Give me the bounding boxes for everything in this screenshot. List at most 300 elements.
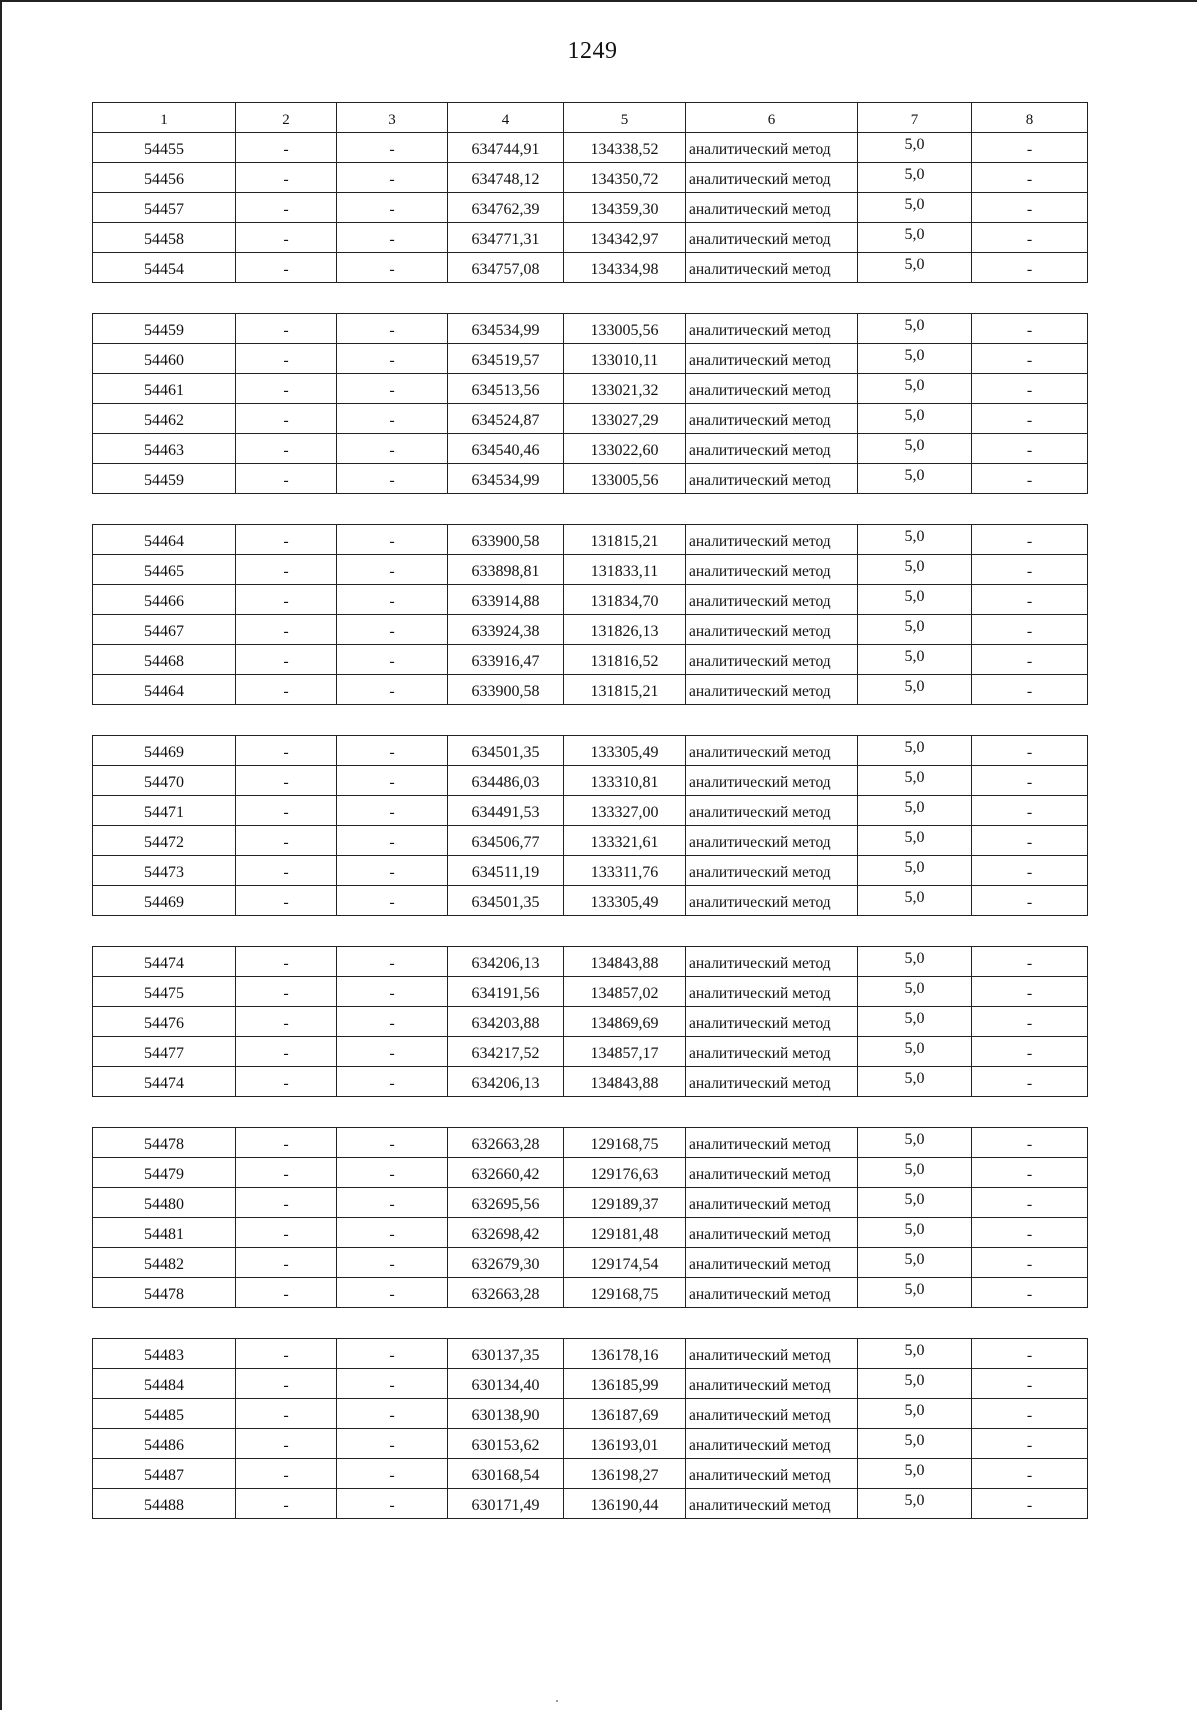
col8-cell: - (972, 585, 1088, 615)
col8-cell: - (972, 796, 1088, 826)
accuracy-cell: 5,0 (858, 1429, 972, 1459)
x-coordinate-cell: 632660,42 (448, 1158, 564, 1188)
col2-cell: - (236, 163, 337, 193)
col8-cell: - (972, 133, 1088, 163)
col3-cell: - (337, 1188, 448, 1218)
col3-cell: - (337, 947, 448, 977)
col2-cell: - (236, 344, 337, 374)
col8-cell: - (972, 1007, 1088, 1037)
y-coordinate-cell: 133005,56 (564, 314, 686, 344)
table-row (93, 796, 1088, 826)
x-coordinate-cell: 633924,38 (448, 615, 564, 645)
col8-cell: - (972, 1489, 1088, 1519)
method-cell: аналитический метод (686, 947, 858, 977)
table-row (93, 826, 1088, 856)
col8-cell: - (972, 163, 1088, 193)
col3-cell: - (337, 374, 448, 404)
point-number-cell: 54484 (93, 1369, 236, 1399)
column-header: 5 (564, 103, 686, 133)
method-cell: аналитический метод (686, 374, 858, 404)
col3-cell: - (337, 1459, 448, 1489)
x-coordinate-cell: 632698,42 (448, 1218, 564, 1248)
col2-cell: - (236, 1007, 337, 1037)
x-coordinate-cell: 634757,08 (448, 253, 564, 283)
col3-cell: - (337, 1489, 448, 1519)
method-cell: аналитический метод (686, 1489, 858, 1519)
col2-cell: - (236, 193, 337, 223)
accuracy-cell: 5,0 (858, 1399, 972, 1429)
col2-cell: - (236, 133, 337, 163)
method-cell: аналитический метод (686, 856, 858, 886)
col2-cell: - (236, 1369, 337, 1399)
point-number-cell: 54465 (93, 555, 236, 585)
col8-cell: - (972, 947, 1088, 977)
col2-cell: - (236, 645, 337, 675)
table-row (93, 1218, 1088, 1248)
y-coordinate-cell: 134334,98 (564, 253, 686, 283)
col8-cell: - (972, 464, 1088, 494)
table-row (93, 736, 1088, 766)
table-row (93, 163, 1088, 193)
col2-cell: - (236, 856, 337, 886)
accuracy-cell: 5,0 (858, 464, 972, 494)
point-number-cell: 54468 (93, 645, 236, 675)
y-coordinate-cell: 133311,76 (564, 856, 686, 886)
col3-cell: - (337, 1429, 448, 1459)
x-coordinate-cell: 630134,40 (448, 1369, 564, 1399)
accuracy-cell: 5,0 (858, 253, 972, 283)
table-row (93, 314, 1088, 344)
y-coordinate-cell: 136187,69 (564, 1399, 686, 1429)
table-row (93, 1037, 1088, 1067)
y-coordinate-cell: 133305,49 (564, 886, 686, 916)
col3-cell: - (337, 856, 448, 886)
accuracy-cell: 5,0 (858, 223, 972, 253)
accuracy-cell: 5,0 (858, 736, 972, 766)
y-coordinate-cell: 134342,97 (564, 223, 686, 253)
col2-cell: - (236, 314, 337, 344)
x-coordinate-cell: 634748,12 (448, 163, 564, 193)
col3-cell: - (337, 404, 448, 434)
x-coordinate-cell: 634206,13 (448, 1067, 564, 1097)
table-row (93, 585, 1088, 615)
table-row (93, 977, 1088, 1007)
method-cell: аналитический метод (686, 253, 858, 283)
point-number-cell: 54488 (93, 1489, 236, 1519)
col2-cell: - (236, 1158, 337, 1188)
y-coordinate-cell: 133022,60 (564, 434, 686, 464)
col2-cell: - (236, 1339, 337, 1369)
method-cell: аналитический метод (686, 223, 858, 253)
accuracy-cell: 5,0 (858, 133, 972, 163)
accuracy-cell: 5,0 (858, 344, 972, 374)
accuracy-cell: 5,0 (858, 374, 972, 404)
col8-cell: - (972, 1459, 1088, 1489)
table-row (93, 645, 1088, 675)
x-coordinate-cell: 634206,13 (448, 947, 564, 977)
col3-cell: - (337, 555, 448, 585)
point-number-cell: 54461 (93, 374, 236, 404)
y-coordinate-cell: 131826,13 (564, 615, 686, 645)
point-number-cell: 54480 (93, 1188, 236, 1218)
accuracy-cell: 5,0 (858, 1339, 972, 1369)
accuracy-cell: 5,0 (858, 645, 972, 675)
method-cell: аналитический метод (686, 1037, 858, 1067)
table-block (92, 313, 1088, 494)
method-cell: аналитический метод (686, 1339, 858, 1369)
point-number-cell: 54459 (93, 314, 236, 344)
point-number-cell: 54457 (93, 193, 236, 223)
point-number-cell: 54474 (93, 1067, 236, 1097)
col3-cell: - (337, 736, 448, 766)
table-header-row (93, 103, 1088, 133)
method-cell: аналитический метод (686, 1158, 858, 1188)
table-row (93, 1369, 1088, 1399)
col3-cell: - (337, 1067, 448, 1097)
col2-cell: - (236, 1278, 337, 1308)
x-coordinate-cell: 634203,88 (448, 1007, 564, 1037)
point-number-cell: 54460 (93, 344, 236, 374)
point-number-cell: 54464 (93, 675, 236, 705)
page-number: 1249 (567, 38, 618, 64)
col2-cell: - (236, 1218, 337, 1248)
col2-cell: - (236, 525, 337, 555)
col3-cell: - (337, 314, 448, 344)
table-row (93, 1128, 1088, 1158)
col3-cell: - (337, 675, 448, 705)
col2-cell: - (236, 675, 337, 705)
col3-cell: - (337, 645, 448, 675)
col3-cell: - (337, 1007, 448, 1037)
x-coordinate-cell: 634217,52 (448, 1037, 564, 1067)
point-number-cell: 54454 (93, 253, 236, 283)
table-row (93, 434, 1088, 464)
table-row (93, 1489, 1088, 1519)
x-coordinate-cell: 633900,58 (448, 525, 564, 555)
table-row (93, 223, 1088, 253)
col2-cell: - (236, 615, 337, 645)
method-cell: аналитический метод (686, 826, 858, 856)
y-coordinate-cell: 133327,00 (564, 796, 686, 826)
method-cell: аналитический метод (686, 796, 858, 826)
col2-cell: - (236, 1248, 337, 1278)
table-row (93, 374, 1088, 404)
col2-cell: - (236, 886, 337, 916)
y-coordinate-cell: 134359,30 (564, 193, 686, 223)
accuracy-cell: 5,0 (858, 193, 972, 223)
x-coordinate-cell: 633900,58 (448, 675, 564, 705)
y-coordinate-cell: 133305,49 (564, 736, 686, 766)
col8-cell: - (972, 1067, 1088, 1097)
col8-cell: - (972, 1158, 1088, 1188)
table-row (93, 1278, 1088, 1308)
method-cell: аналитический метод (686, 675, 858, 705)
col3-cell: - (337, 1399, 448, 1429)
x-coordinate-cell: 634501,35 (448, 886, 564, 916)
col3-cell: - (337, 434, 448, 464)
y-coordinate-cell: 133021,32 (564, 374, 686, 404)
x-coordinate-cell: 634744,91 (448, 133, 564, 163)
y-coordinate-cell: 134857,17 (564, 1037, 686, 1067)
x-coordinate-cell: 632663,28 (448, 1128, 564, 1158)
method-cell: аналитический метод (686, 1128, 858, 1158)
col8-cell: - (972, 525, 1088, 555)
col3-cell: - (337, 223, 448, 253)
method-cell: аналитический метод (686, 645, 858, 675)
col2-cell: - (236, 947, 337, 977)
col2-cell: - (236, 1188, 337, 1218)
col8-cell: - (972, 1339, 1088, 1369)
method-cell: аналитический метод (686, 1399, 858, 1429)
col3-cell: - (337, 464, 448, 494)
y-coordinate-cell: 129181,48 (564, 1218, 686, 1248)
accuracy-cell: 5,0 (858, 796, 972, 826)
point-number-cell: 54471 (93, 796, 236, 826)
accuracy-cell: 5,0 (858, 886, 972, 916)
point-number-cell: 54486 (93, 1429, 236, 1459)
accuracy-cell: 5,0 (858, 615, 972, 645)
x-coordinate-cell: 634191,56 (448, 977, 564, 1007)
y-coordinate-cell: 134843,88 (564, 1067, 686, 1097)
col3-cell: - (337, 796, 448, 826)
col8-cell: - (972, 223, 1088, 253)
col8-cell: - (972, 374, 1088, 404)
accuracy-cell: 5,0 (858, 1489, 972, 1519)
col2-cell: - (236, 796, 337, 826)
col8-cell: - (972, 615, 1088, 645)
method-cell: аналитический метод (686, 314, 858, 344)
y-coordinate-cell: 133321,61 (564, 826, 686, 856)
col2-cell: - (236, 1429, 337, 1459)
y-coordinate-cell: 131815,21 (564, 675, 686, 705)
point-number-cell: 54475 (93, 977, 236, 1007)
y-coordinate-cell: 129168,75 (564, 1278, 686, 1308)
x-coordinate-cell: 633916,47 (448, 645, 564, 675)
x-coordinate-cell: 630153,62 (448, 1429, 564, 1459)
y-coordinate-cell: 131816,52 (564, 645, 686, 675)
y-coordinate-cell: 133027,29 (564, 404, 686, 434)
table-row (93, 1248, 1088, 1278)
accuracy-cell: 5,0 (858, 525, 972, 555)
col3-cell: - (337, 1218, 448, 1248)
method-cell: аналитический метод (686, 133, 858, 163)
col8-cell: - (972, 856, 1088, 886)
point-number-cell: 54476 (93, 1007, 236, 1037)
scan-artifact-dot (556, 1700, 558, 1702)
col2-cell: - (236, 434, 337, 464)
method-cell: аналитический метод (686, 1188, 858, 1218)
method-cell: аналитический метод (686, 1429, 858, 1459)
coordinates-table (92, 102, 1087, 1519)
table-row (93, 404, 1088, 434)
accuracy-cell: 5,0 (858, 1459, 972, 1489)
table-row (93, 133, 1088, 163)
col3-cell: - (337, 585, 448, 615)
col2-cell: - (236, 1067, 337, 1097)
col8-cell: - (972, 404, 1088, 434)
table-row (93, 947, 1088, 977)
col8-cell: - (972, 1218, 1088, 1248)
col3-cell: - (337, 1158, 448, 1188)
method-cell: аналитический метод (686, 525, 858, 555)
col8-cell: - (972, 886, 1088, 916)
table-row (93, 1007, 1088, 1037)
col2-cell: - (236, 826, 337, 856)
y-coordinate-cell: 136178,16 (564, 1339, 686, 1369)
accuracy-cell: 5,0 (858, 1218, 972, 1248)
method-cell: аналитический метод (686, 977, 858, 1007)
col2-cell: - (236, 1128, 337, 1158)
accuracy-cell: 5,0 (858, 163, 972, 193)
col2-cell: - (236, 766, 337, 796)
x-coordinate-cell: 634511,19 (448, 856, 564, 886)
accuracy-cell: 5,0 (858, 675, 972, 705)
table-row (93, 675, 1088, 705)
point-number-cell: 54481 (93, 1218, 236, 1248)
y-coordinate-cell: 134857,02 (564, 977, 686, 1007)
table-row (93, 525, 1088, 555)
col8-cell: - (972, 766, 1088, 796)
x-coordinate-cell: 634771,31 (448, 223, 564, 253)
table-row (93, 1429, 1088, 1459)
point-number-cell: 54467 (93, 615, 236, 645)
col3-cell: - (337, 1128, 448, 1158)
column-header: 6 (686, 103, 858, 133)
col2-cell: - (236, 736, 337, 766)
method-cell: аналитический метод (686, 163, 858, 193)
table-row (93, 253, 1088, 283)
x-coordinate-cell: 630171,49 (448, 1489, 564, 1519)
col8-cell: - (972, 977, 1088, 1007)
method-cell: аналитический метод (686, 615, 858, 645)
x-coordinate-cell: 632679,30 (448, 1248, 564, 1278)
method-cell: аналитический метод (686, 766, 858, 796)
x-coordinate-cell: 630138,90 (448, 1399, 564, 1429)
column-header: 8 (972, 103, 1088, 133)
col8-cell: - (972, 555, 1088, 585)
col8-cell: - (972, 675, 1088, 705)
accuracy-cell: 5,0 (858, 1037, 972, 1067)
col3-cell: - (337, 766, 448, 796)
col3-cell: - (337, 163, 448, 193)
y-coordinate-cell: 129168,75 (564, 1128, 686, 1158)
column-header: 7 (858, 103, 972, 133)
col8-cell: - (972, 253, 1088, 283)
col8-cell: - (972, 1248, 1088, 1278)
point-number-cell: 54478 (93, 1128, 236, 1158)
table-block (92, 1338, 1088, 1519)
col2-cell: - (236, 585, 337, 615)
table-block (92, 946, 1088, 1097)
point-number-cell: 54472 (93, 826, 236, 856)
point-number-cell: 54478 (93, 1278, 236, 1308)
col2-cell: - (236, 253, 337, 283)
method-cell: аналитический метод (686, 736, 858, 766)
col3-cell: - (337, 1278, 448, 1308)
col2-cell: - (236, 1399, 337, 1429)
point-number-cell: 54462 (93, 404, 236, 434)
y-coordinate-cell: 131815,21 (564, 525, 686, 555)
method-cell: аналитический метод (686, 1369, 858, 1399)
table-row (93, 344, 1088, 374)
y-coordinate-cell: 133005,56 (564, 464, 686, 494)
x-coordinate-cell: 634524,87 (448, 404, 564, 434)
table-block (92, 735, 1088, 916)
accuracy-cell: 5,0 (858, 947, 972, 977)
col2-cell: - (236, 464, 337, 494)
col3-cell: - (337, 253, 448, 283)
col2-cell: - (236, 374, 337, 404)
col2-cell: - (236, 555, 337, 585)
x-coordinate-cell: 634762,39 (448, 193, 564, 223)
point-number-cell: 54463 (93, 434, 236, 464)
point-number-cell: 54456 (93, 163, 236, 193)
method-cell: аналитический метод (686, 1248, 858, 1278)
accuracy-cell: 5,0 (858, 1278, 972, 1308)
method-cell: аналитический метод (686, 1007, 858, 1037)
table-block (92, 102, 1088, 283)
point-number-cell: 54474 (93, 947, 236, 977)
y-coordinate-cell: 134869,69 (564, 1007, 686, 1037)
col3-cell: - (337, 1248, 448, 1278)
col2-cell: - (236, 1037, 337, 1067)
point-number-cell: 54458 (93, 223, 236, 253)
point-number-cell: 54469 (93, 736, 236, 766)
col2-cell: - (236, 223, 337, 253)
point-number-cell: 54479 (93, 1158, 236, 1188)
y-coordinate-cell: 129189,37 (564, 1188, 686, 1218)
table-row (93, 555, 1088, 585)
table-block (92, 1127, 1088, 1308)
point-number-cell: 54477 (93, 1037, 236, 1067)
table-row (93, 464, 1088, 494)
table-row (93, 193, 1088, 223)
table-row (93, 1158, 1088, 1188)
point-number-cell: 54459 (93, 464, 236, 494)
accuracy-cell: 5,0 (858, 585, 972, 615)
point-number-cell: 54470 (93, 766, 236, 796)
col8-cell: - (972, 1128, 1088, 1158)
table-row (93, 1399, 1088, 1429)
x-coordinate-cell: 634534,99 (448, 464, 564, 494)
accuracy-cell: 5,0 (858, 1007, 972, 1037)
method-cell: аналитический метод (686, 886, 858, 916)
x-coordinate-cell: 633898,81 (448, 555, 564, 585)
y-coordinate-cell: 136193,01 (564, 1429, 686, 1459)
table-row (93, 856, 1088, 886)
point-number-cell: 54485 (93, 1399, 236, 1429)
accuracy-cell: 5,0 (858, 826, 972, 856)
col8-cell: - (972, 344, 1088, 374)
x-coordinate-cell: 634540,46 (448, 434, 564, 464)
point-number-cell: 54466 (93, 585, 236, 615)
point-number-cell: 54455 (93, 133, 236, 163)
col3-cell: - (337, 1037, 448, 1067)
method-cell: аналитический метод (686, 404, 858, 434)
accuracy-cell: 5,0 (858, 314, 972, 344)
point-number-cell: 54483 (93, 1339, 236, 1369)
column-header: 3 (337, 103, 448, 133)
accuracy-cell: 5,0 (858, 766, 972, 796)
col2-cell: - (236, 977, 337, 1007)
x-coordinate-cell: 632663,28 (448, 1278, 564, 1308)
x-coordinate-cell: 634519,57 (448, 344, 564, 374)
col8-cell: - (972, 193, 1088, 223)
col8-cell: - (972, 1037, 1088, 1067)
point-number-cell: 54482 (93, 1248, 236, 1278)
accuracy-cell: 5,0 (858, 1369, 972, 1399)
y-coordinate-cell: 133010,11 (564, 344, 686, 374)
